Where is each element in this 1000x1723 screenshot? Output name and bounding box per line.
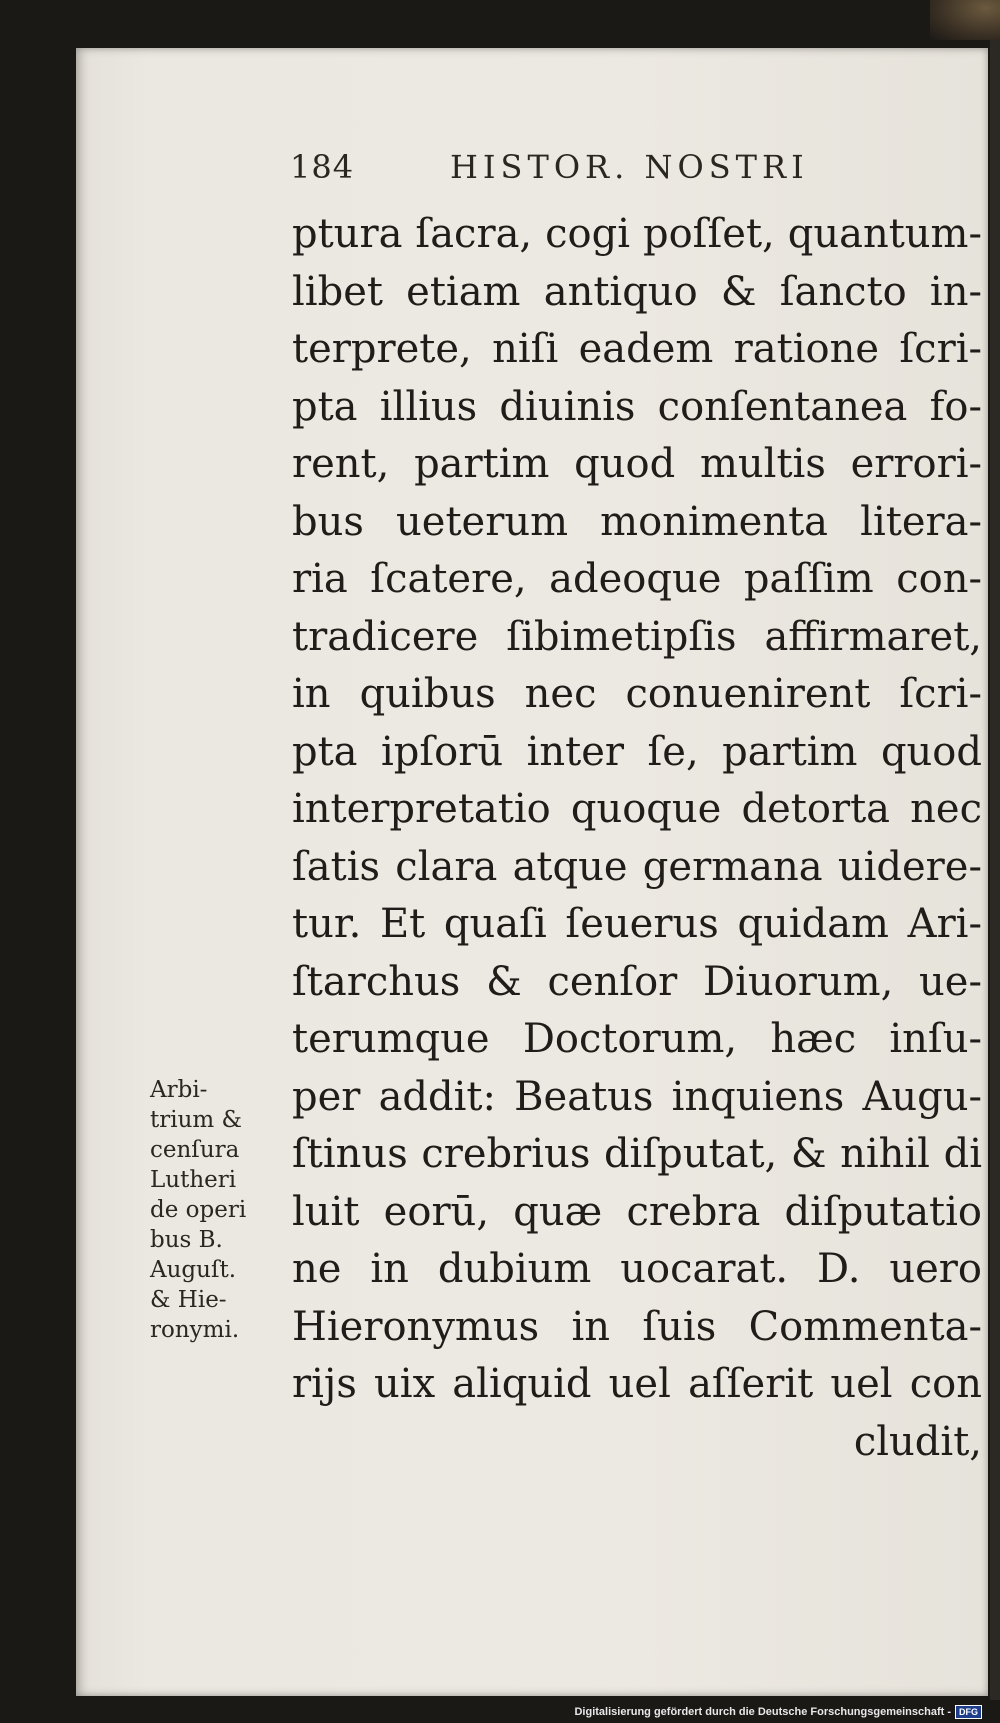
note-line: trium & (150, 1107, 242, 1133)
catchword: cludit, (853, 1418, 982, 1465)
text-line: interpretatio quoque detorta nec (292, 786, 982, 832)
digitization-credit (574, 1705, 982, 1719)
text-line: ſtarchus & cenſor Diuorum, ue- (292, 958, 982, 1005)
note-line: & Hie- (150, 1287, 227, 1313)
note-line: bus B. (150, 1227, 223, 1253)
text-line: bus ueterum monimenta litera- (292, 498, 982, 545)
note-line: Arbi- (150, 1077, 208, 1103)
text-line: tur. Et quaſi ſeuerus quidam Ari- (292, 901, 982, 947)
text-line: Hieronymus in ſuis Commenta- (292, 1303, 982, 1350)
text-line: libet etiam antiquo & ſancto in- (292, 268, 982, 315)
text-line: pta ipſorū inter ſe, partim quod (292, 728, 982, 775)
text-line: ria ſcatere, adeoque paſſim con- (292, 556, 982, 602)
text-line: luit eorū, quæ crebra diſputatio (292, 1188, 982, 1235)
credit-text: Digitalisierung gefördert durch die Deutsche Forschungsgemeinschaft - (574, 1706, 951, 1718)
text-line: terumque Doctorum, hæc inſu- (292, 1016, 982, 1062)
body-text (292, 206, 982, 1471)
text-line: terprete, niſi eadem ratione ſcri- (292, 326, 982, 372)
running-head: HISTOR. NOSTRI (450, 148, 809, 186)
dfg-logo: DFG (955, 1705, 982, 1719)
note-line: ronymi. (150, 1317, 240, 1343)
text-line: per addit: Beatus inquiens Augu- (292, 1073, 982, 1120)
note-line: cenſura (150, 1137, 240, 1163)
text-line: ſtinus crebrius diſputat, & nihil di (292, 1131, 982, 1177)
page-corner-shadow (930, 0, 1000, 40)
text-line: ſatis clara atque germana uidere- (292, 843, 982, 890)
note-line: de operi (150, 1197, 247, 1223)
page-header (290, 148, 910, 196)
text-line: in quibus nec conuenirent ſcri- (292, 671, 982, 717)
text-line: ptura ſacra, cogi poſſet, quantum- (292, 211, 982, 257)
text-line: pta illius diuinis conſentanea fo- (292, 383, 982, 430)
text-line: tradicere ſibimetipſis affirmaret, (292, 613, 982, 660)
note-line: Auguſt. (150, 1257, 237, 1283)
page-edge (990, 40, 1000, 1700)
text-line: rijs uix aliquid uel aſſerit uel con (292, 1361, 982, 1407)
text-line: rent, partim quod multis errori- (292, 441, 982, 487)
page-number: 184 (290, 148, 355, 186)
text-line: ne in dubium uocarat. D. uero (292, 1246, 982, 1292)
marginal-note (150, 1075, 285, 1345)
note-line: Lutheri (150, 1167, 237, 1193)
